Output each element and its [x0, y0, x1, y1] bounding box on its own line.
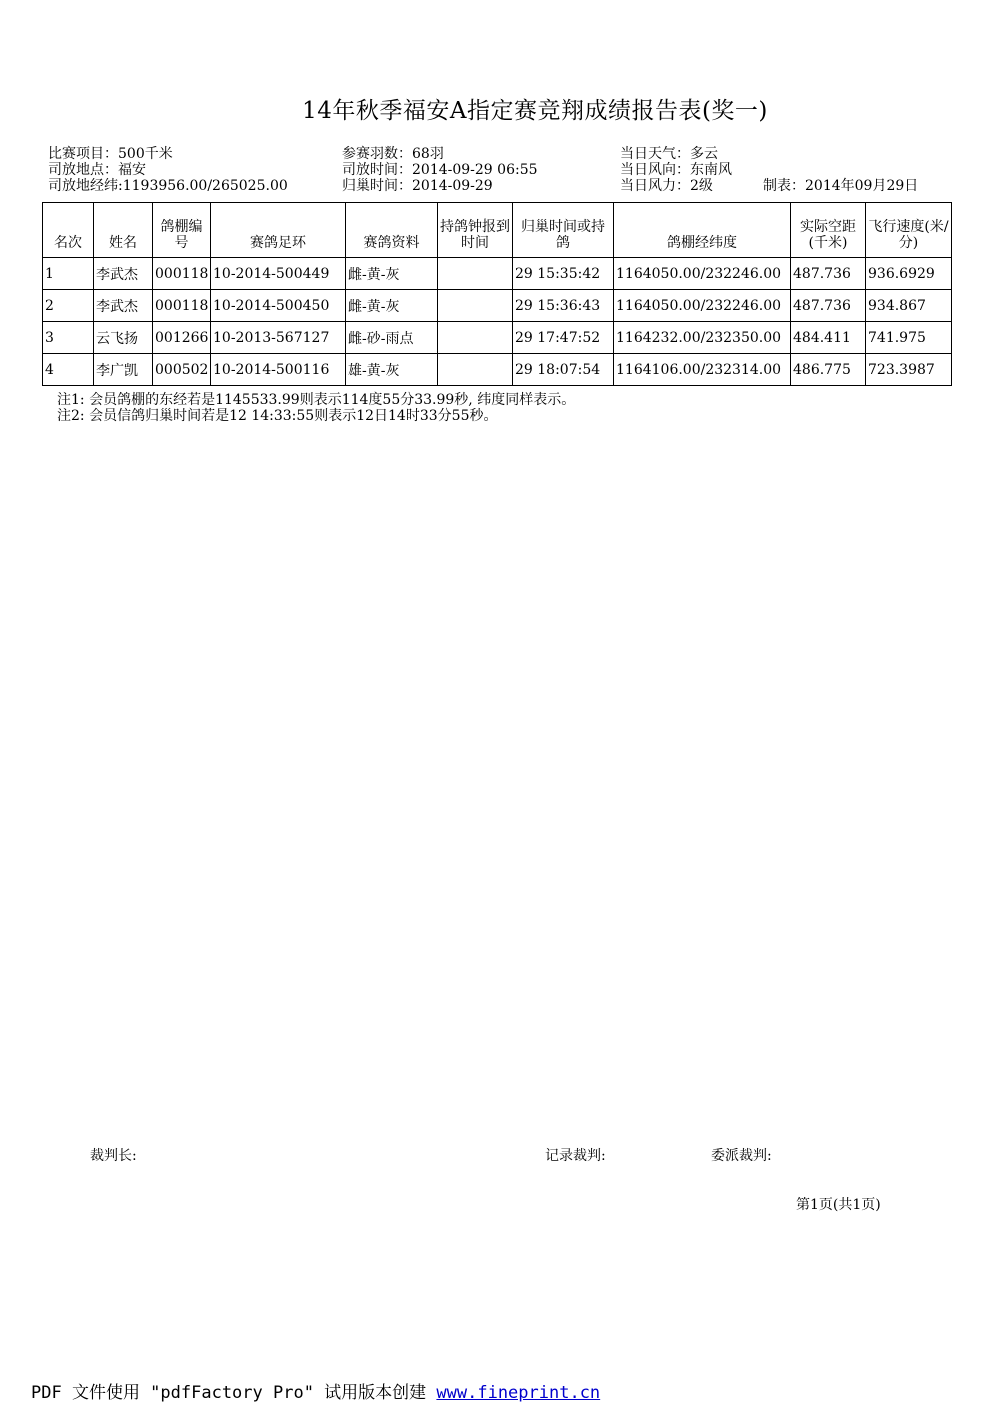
cell-clock-time: [438, 322, 513, 354]
cell-rank: 1: [43, 258, 94, 290]
cell-pigeon-info: 雌-黄-灰: [346, 258, 438, 290]
cell-loft-id: 000118: [153, 258, 211, 290]
header-speed: 飞行速度(米/分): [866, 203, 952, 258]
delegate-judge-signature: 委派裁判:: [711, 1148, 772, 1164]
race-info: [48, 146, 958, 196]
cell-return-time: 29 18:07:54: [513, 354, 614, 386]
cell-distance: 487.736: [791, 258, 866, 290]
release-time: 司放时间：2014-09-29 06:55: [342, 162, 538, 178]
cell-clock-time: [438, 354, 513, 386]
cell-speed: 723.3987: [866, 354, 952, 386]
cell-return-time: 29 15:35:42: [513, 258, 614, 290]
cell-rank: 3: [43, 322, 94, 354]
notes: [57, 392, 575, 424]
header-pigeon-info: 赛鸽资料: [346, 203, 438, 258]
cell-speed: 936.6929: [866, 258, 952, 290]
cell-return-time: 29 17:47:52: [513, 322, 614, 354]
release-location: 司放地点：福安: [48, 162, 146, 178]
cell-loft-coordinates: 1164232.00/232350.00: [614, 322, 791, 354]
chief-judge-signature: 裁判长:: [90, 1148, 137, 1164]
cell-ring: 10-2014-500450: [211, 290, 346, 322]
note-2: 注2: 会员信鸽归巢时间若是12 14:33:55则表示12日14时33分55秒。: [57, 408, 498, 424]
header-distance: 实际空距(千米): [791, 203, 866, 258]
cell-ring: 10-2013-567127: [211, 322, 346, 354]
cell-name: 李广凯: [94, 354, 153, 386]
recorder-judge-signature: 记录裁判:: [545, 1148, 606, 1164]
header-name: 姓名: [94, 203, 153, 258]
table-header-row: [43, 203, 952, 258]
cell-loft-id: 000118: [153, 290, 211, 322]
header-clock-time: 持鸽钟报到时间: [438, 203, 513, 258]
weather: 当日天气：多云: [620, 146, 718, 162]
info-column-2: [342, 146, 538, 194]
cell-rank: 4: [43, 354, 94, 386]
cell-rank: 2: [43, 290, 94, 322]
cell-pigeon-info: 雄-黄-灰: [346, 354, 438, 386]
header-return-time: 归巢时间或持鸽: [513, 203, 614, 258]
cell-pigeon-info: 雌-黄-灰: [346, 290, 438, 322]
cell-clock-time: [438, 258, 513, 290]
cell-ring: 10-2014-500116: [211, 354, 346, 386]
results-table: [42, 202, 952, 386]
info-column-3: [620, 146, 732, 194]
cell-loft-coordinates: 1164050.00/232246.00: [614, 290, 791, 322]
report-title: 14年秋季福安A指定赛竞翔成绩报告表(奖一): [302, 98, 768, 124]
footer-text: PDF 文件使用 "pdfFactory Pro" 试用版本创建: [31, 1383, 437, 1403]
wind-direction: 当日风向：东南风: [620, 162, 732, 178]
cell-loft-id: 000502: [153, 354, 211, 386]
cell-distance: 487.736: [791, 290, 866, 322]
cell-return-time: 29 15:36:43: [513, 290, 614, 322]
info-column-1: [48, 146, 288, 194]
cell-name: 李武杰: [94, 290, 153, 322]
cell-loft-coordinates: 1164106.00/232314.00: [614, 354, 791, 386]
table-row: [43, 322, 952, 354]
header-loft-coordinates: 鸽棚经纬度: [614, 203, 791, 258]
cell-ring: 10-2014-500449: [211, 258, 346, 290]
fineprint-link[interactable]: www.fineprint.cn: [436, 1383, 601, 1403]
cell-name: 李武杰: [94, 258, 153, 290]
cell-speed: 934.867: [866, 290, 952, 322]
cell-pigeon-info: 雌-砂-雨点: [346, 322, 438, 354]
release-coordinates: 司放地经纬:1193956.00/265025.00: [48, 178, 288, 194]
cell-distance: 486.775: [791, 354, 866, 386]
race-item: 比赛项目：500千米: [48, 146, 173, 162]
page-number: 第1页(共1页): [796, 1197, 881, 1213]
wind-force: 当日风力：2级: [620, 178, 713, 194]
table-row: [43, 290, 952, 322]
header-ring: 赛鸽足环: [211, 203, 346, 258]
table-row: [43, 354, 952, 386]
table-row: [43, 258, 952, 290]
report-date: 制表：2014年09月29日: [763, 178, 919, 194]
cell-clock-time: [438, 290, 513, 322]
header-rank: 名次: [43, 203, 94, 258]
cell-loft-coordinates: 1164050.00/232246.00: [614, 258, 791, 290]
header-loft-id: 鸽棚编号: [153, 203, 211, 258]
cell-loft-id: 001266: [153, 322, 211, 354]
note-1: 注1: 会员鸽棚的东经若是1145533.99则表示114度55分33.99秒, 纬度同样表示。: [57, 392, 576, 408]
return-date: 归巢时间：2014-09-29: [342, 178, 493, 194]
entry-count: 参赛羽数：68羽: [342, 146, 444, 162]
pdf-footer: [31, 1378, 600, 1403]
cell-speed: 741.975: [866, 322, 952, 354]
cell-distance: 484.411: [791, 322, 866, 354]
cell-name: 云飞扬: [94, 322, 153, 354]
